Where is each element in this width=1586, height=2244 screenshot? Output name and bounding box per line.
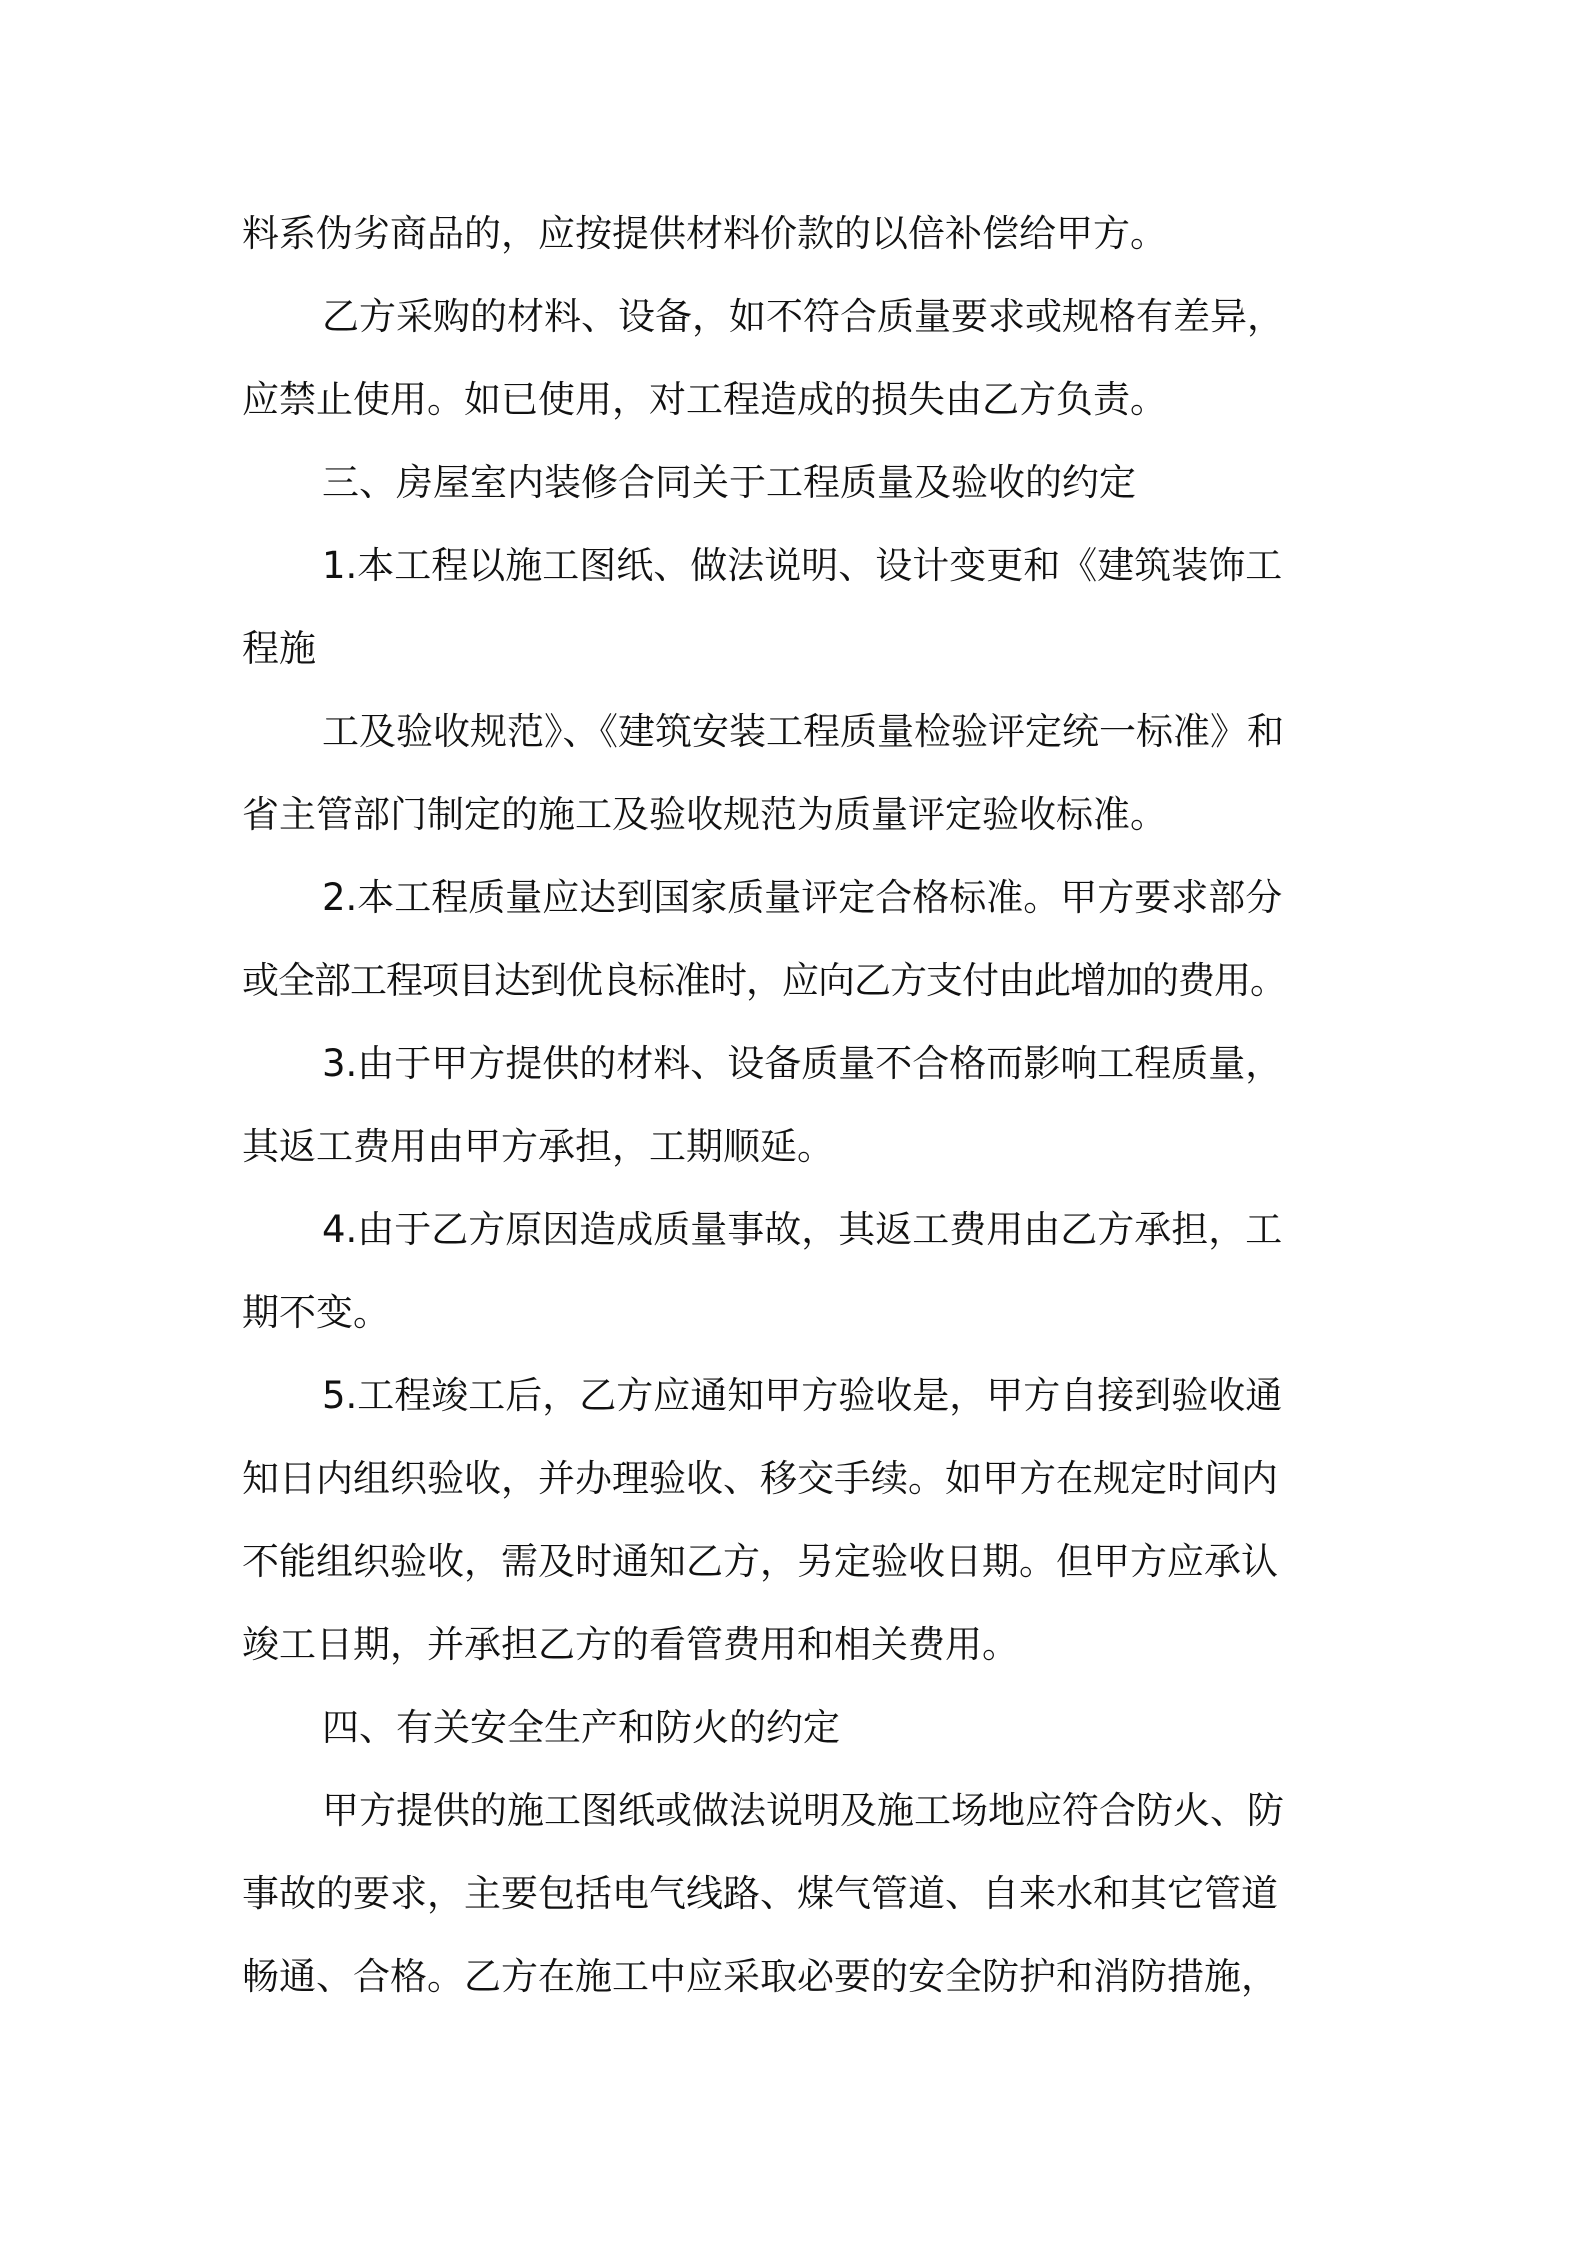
text-line: 料系伪劣商品的，应按提供材料价款的以倍补偿给甲方。: [242, 212, 1167, 255]
text-line: 畅通、合格。乙方在施工中应采取必要的安全防护和消防措施，: [242, 1955, 1278, 1998]
text-line: 事故的要求，主要包括电气线路、煤气管道、自来水和其它管道: [242, 1872, 1278, 1915]
text-line: 工及验收规范》、《建筑安装工程质量检验评定统一标准》和: [322, 710, 1284, 753]
text-line: 竣工日期，并承担乙方的看管费用和相关费用。: [242, 1623, 1019, 1666]
text-line: 或全部工程项目达到优良标准时，应向乙方支付由此增加的费用。: [242, 959, 1286, 1002]
text-line: 不能组织验收，需及时通知乙方，另定验收日期。但甲方应承认: [242, 1540, 1278, 1583]
section-heading: 四、有关安全生产和防火的约定: [322, 1706, 840, 1749]
text-line: 1.本工程以施工图纸、做法说明、设计变更和《建筑装饰工: [322, 544, 1283, 587]
text-line: 甲方提供的施工图纸或做法说明及施工场地应符合防火、防: [322, 1789, 1284, 1832]
text-line: 程施: [242, 627, 316, 670]
text-line: 乙方采购的材料、设备，如不符合质量要求或规格有差异，: [322, 295, 1284, 338]
text-line: 知日内组织验收，并办理验收、移交手续。如甲方在规定时间内: [242, 1457, 1278, 1500]
text-line: 3.由于甲方提供的材料、设备质量不合格而影响工程质量，: [322, 1042, 1283, 1085]
text-line: 2.本工程质量应达到国家质量评定合格标准。甲方要求部分: [322, 876, 1283, 919]
text-line: 应禁止使用。如已使用，对工程造成的损失由乙方负责。: [242, 378, 1167, 421]
section-heading: 三、房屋室内装修合同关于工程质量及验收的约定: [322, 461, 1136, 504]
text-line: 省主管部门制定的施工及验收规范为质量评定验收标准。: [242, 793, 1167, 836]
text-line: 5.工程竣工后，乙方应通知甲方验收是，甲方自接到验收通: [322, 1374, 1283, 1417]
text-line: 4.由于乙方原因造成质量事故，其返工费用由乙方承担，工: [322, 1208, 1283, 1251]
document-body: [242, 192, 1362, 2018]
text-line: 期不变。: [242, 1291, 390, 1334]
text-line: 其返工费用由甲方承担，工期顺延。: [242, 1125, 834, 1168]
